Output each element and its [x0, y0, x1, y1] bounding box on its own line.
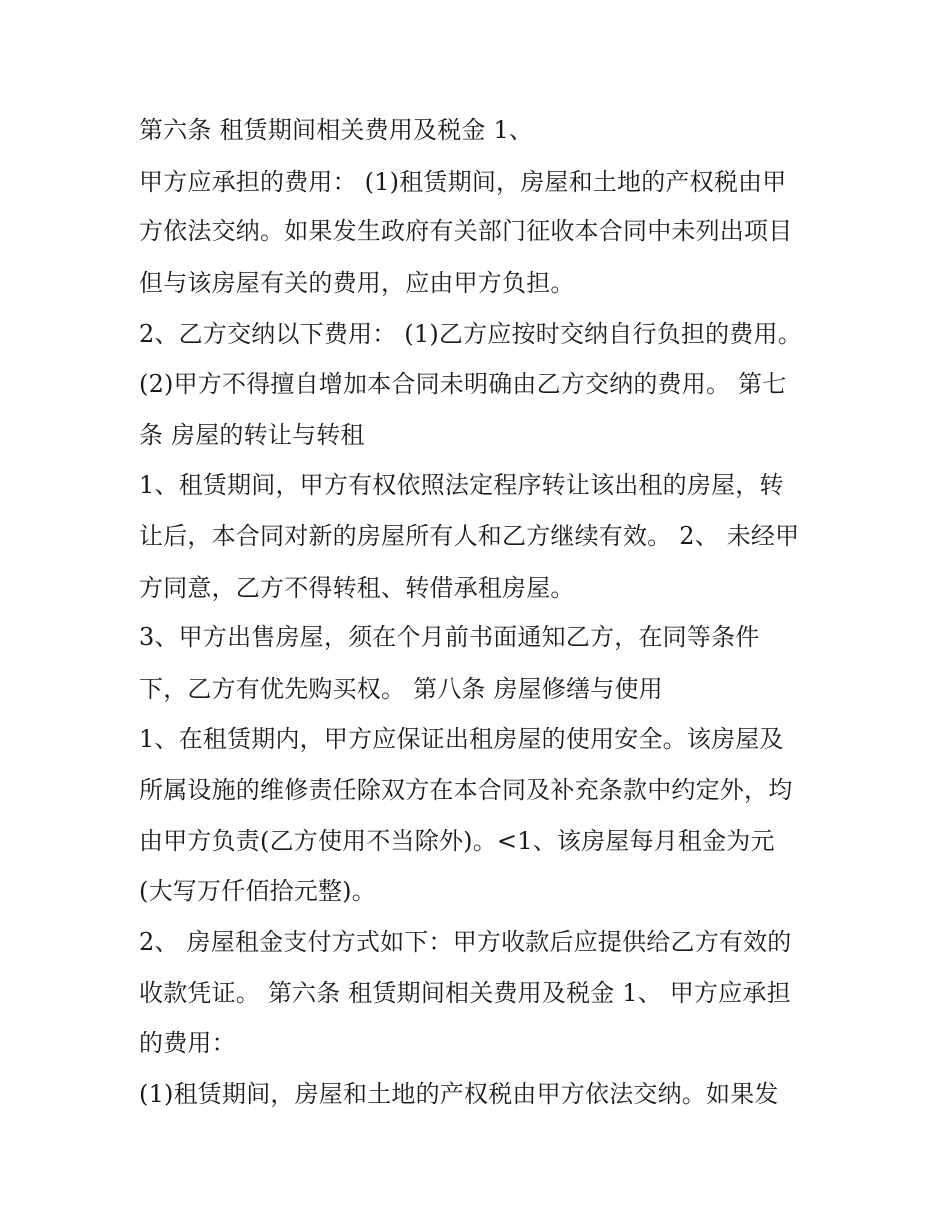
- text-line: 2、 房屋租金支付方式如下：甲方收款后应提供给乙方有效的: [139, 928, 792, 956]
- text-line: 2、乙方交纳以下费用： (1)乙方应按时交纳自行负担的费用。: [139, 320, 802, 348]
- text-line: 方依法交纳。如果发生政府有关部门征收本合同中未列出项目: [139, 217, 793, 245]
- text-line: 的费用：: [139, 1029, 236, 1057]
- text-line: 让后，本合同对新的房屋所有人和乙方继续有效。 2、 未经甲: [139, 522, 800, 550]
- text-line: (大写万仟佰拾元整)。: [139, 877, 376, 905]
- text-line: 甲方应承担的费用： (1)租赁期间，房屋和土地的产权税由甲: [139, 168, 787, 196]
- text-line: 所属设施的维修责任除双方在本合同及补充条款中约定外，均: [139, 776, 793, 804]
- text-line: 方同意，乙方不得转租、转借承租房屋。: [139, 574, 575, 602]
- text-line: (2)甲方不得擅自增加本合同未明确由乙方交纳的费用。 第七: [139, 370, 787, 398]
- text-line: 但与该房屋有关的费用，应由甲方负担。: [139, 269, 575, 297]
- text-line: 下，乙方有优先购买权。 第八条 房屋修缮与使用: [139, 675, 663, 703]
- text-line: 收款凭证。 第六条 租赁期间相关费用及税金 1、 甲方应承担: [139, 979, 791, 1007]
- text-line: 由甲方负责(乙方使用不当除外)。<1、该房屋每月租金为元: [139, 827, 775, 855]
- text-line: 第六条 租赁期间相关费用及税金 1、: [139, 116, 534, 144]
- text-line: 条 房屋的转让与转租: [139, 421, 365, 449]
- text-line: (1)租赁期间，房屋和土地的产权税由甲方依法交纳。如果发: [139, 1080, 779, 1108]
- text-line: 3、甲方出售房屋，须在个月前书面通知乙方，在同等条件: [139, 623, 760, 651]
- text-line: 1、在租赁期内，甲方应保证出租房屋的使用安全。该房屋及: [139, 725, 784, 753]
- text-line: 1、租赁期间，甲方有权依照法定程序转让该出租的房屋，转: [139, 471, 784, 499]
